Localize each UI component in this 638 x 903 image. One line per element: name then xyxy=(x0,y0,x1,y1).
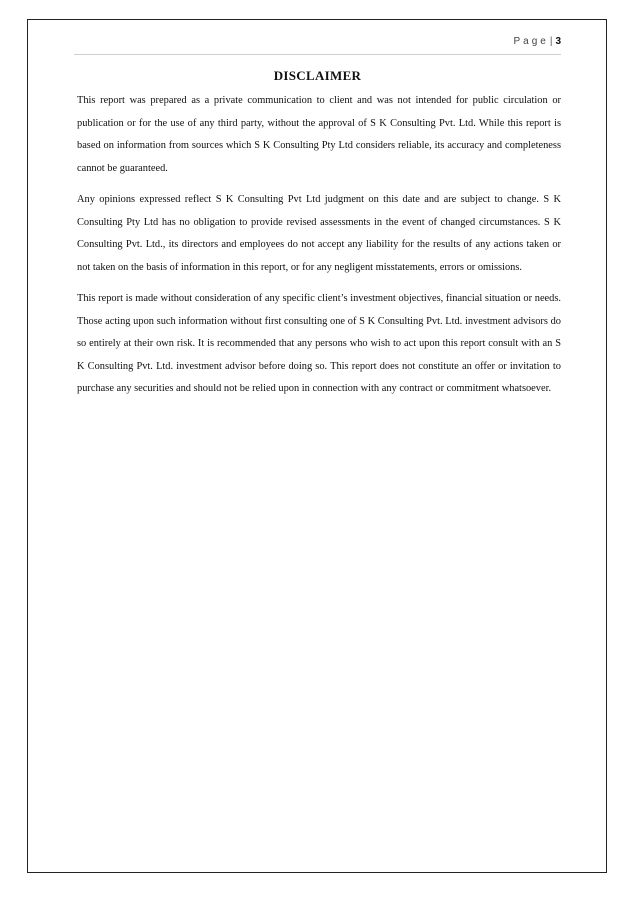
header-rule xyxy=(74,54,561,55)
page-label: Page xyxy=(513,36,549,47)
disclaimer-body xyxy=(77,90,561,410)
page-number: 3 xyxy=(555,36,561,47)
page-header xyxy=(74,36,561,56)
disclaimer-paragraph-3: This report is made without consideration of any specific client’s investment objectives, financial situation or needs. Those acting upon such information without first consulting one of S K Consulting Pvt. Ltd. investment advisors do so entirely at their own risk. It is recommended that any persons who wish to act upon this report consult with an S K Consulting Pvt. Ltd. investment advisor before doing so. This report does not constitute an offer or invitation to purchase any securities and should not be relied upon in connection with any contract or commitment whatsoever. xyxy=(77,293,561,394)
page-title: DISCLAIMER xyxy=(273,68,362,83)
page-separator: | xyxy=(549,36,553,47)
disclaimer-paragraph-2: Any opinions expressed reflect S K Consulting Pvt Ltd judgment on this date and are subject to change. S K Consulting Pty Ltd has no obligation to provide revised assessments in the event of changed circumstances. S K Consulting Pvt. Ltd., its directors and employees do not accept any liability for the results of any actions taken or not taken on the basis of information in this report, or for any negligent misstatements, errors or omissions. xyxy=(77,194,561,273)
disclaimer-paragraph-1: This report was prepared as a private communication to client and was not intended for public circulation or publication or for the use of any third party, without the approval of S K Consulting Pvt. Ltd. While this report is based on information from sources which S K Consulting Pty Ltd considers reliable, its accuracy and completeness cannot be guaranteed. xyxy=(77,95,561,174)
